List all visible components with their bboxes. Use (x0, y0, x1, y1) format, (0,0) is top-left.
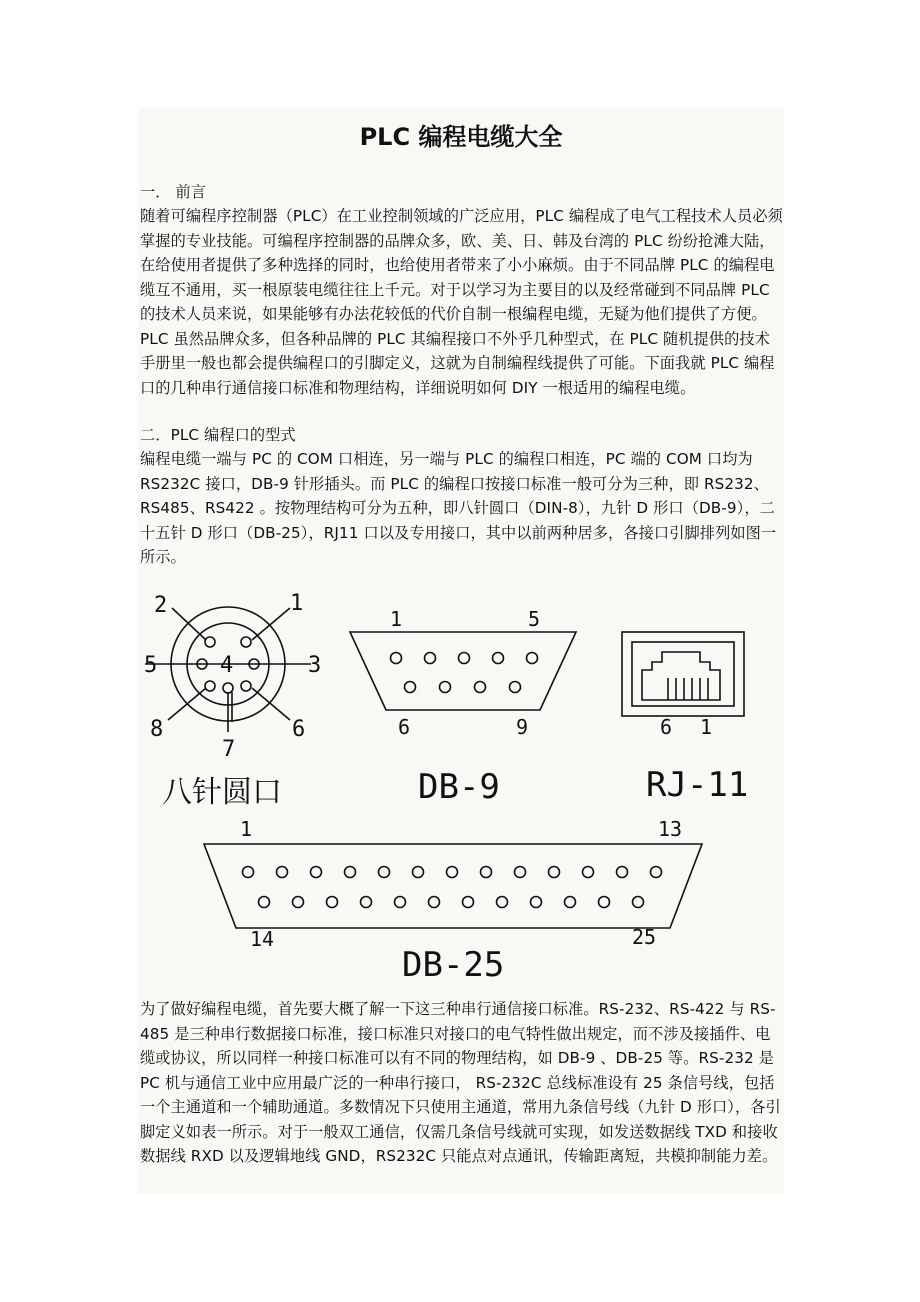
din8-pin (205, 681, 215, 691)
db25-pin (497, 897, 508, 908)
rj11-pin-label-6: 6 (660, 715, 673, 739)
section3-body: 为了做好编程电缆，首先要大概了解一下这三种串行通信接口标准。RS-232、RS-422 与 RS-485 是三种串行数据接口标准，接口标准只对接口的电气特性做出规定，而不涉及接插件、电缆或协议，所以同样一种接口标准可以有不同的物理结构，如 DB-9 、DB-25 等。RS-232 是PC 机与通信工业中应用最广泛的一种串行接口， RS-232C 总线标准设有 25 条信号线，包括一个主通道和一个辅助通道。多数情况下只使用主通道，常用九条信号线（九针 D 形口），各引脚定义如表一所示。对于一般双工通信，仅需几条信号线就可实现，如发送数据线 TXD 和接收数据线 RXD 以及逻辑地线 GND，RS232C 只能点对点通讯，传输距离短，共模抑制能力差。 (140, 1000, 781, 1165)
db25-pin-label-14: 14 (250, 927, 275, 951)
db25-pin (633, 897, 644, 908)
db25-shell (204, 844, 702, 928)
db25-pin (361, 897, 372, 908)
rj11-caption: RJ-11 (646, 765, 749, 805)
din8-pin (223, 683, 233, 693)
db25-pin (311, 867, 322, 878)
db25-pin (395, 897, 406, 908)
connector-pinout-figure (140, 590, 766, 994)
db25-pin (345, 867, 356, 878)
db9-pin (405, 682, 416, 693)
db9-pin-label-6: 6 (398, 715, 411, 739)
db25-pin (293, 897, 304, 908)
din8-connector (144, 591, 321, 810)
din8-pin-label-1: 1 (290, 591, 304, 616)
din8-pin-label-3: 3 (308, 653, 322, 678)
section1-heading: 一． 前言 (140, 183, 207, 201)
db25-pin-label-25: 25 (632, 925, 657, 949)
db25-pin-label-13: 13 (658, 817, 683, 841)
db25-pin (447, 867, 458, 878)
din8-pin (241, 637, 251, 647)
section2-body: 编程电缆一端与 PC 的 COM 口相连，另一端与 PLC 的编程口相连，PC 端的 COM 口均为 RS232C 接口，DB-9 针形插头。而 PLC 的编程口按接口标准一般可分为三种，即 RS232、RS485、RS422 。按物理结构可分为五种，即八针圆口（DIN-8），九针 D 形口（DB-9），二十五针 D 形口（DB-25），RJ11 口以及专用接口，其中以前两种居多，各接口引脚排列如图一所示。 (140, 450, 777, 566)
db25-pin (379, 867, 390, 878)
db9-caption: DB-9 (418, 767, 500, 807)
db9-pin-label-5: 5 (528, 607, 541, 631)
db9-pin (493, 653, 504, 664)
db25-pin (599, 897, 610, 908)
document-title: PLC 编程电缆大全 (359, 123, 563, 151)
rj11-connector (622, 632, 748, 805)
din8-leader-1 (252, 608, 290, 640)
db9-pin (527, 653, 538, 664)
db9-pin (510, 682, 521, 693)
db25-pin (531, 897, 542, 908)
rj11-outer-frame (622, 632, 744, 716)
db25-pin (259, 897, 270, 908)
section2-heading: 二．PLC 编程口的型式 (140, 426, 296, 444)
db25-pin (651, 867, 662, 878)
db9-pin (440, 682, 451, 693)
db25-pin (549, 867, 560, 878)
db25-pin (617, 867, 628, 878)
db9-pin-label-9: 9 (516, 715, 529, 739)
connector-diagram (140, 590, 766, 994)
din8-pin-label-7: 7 (222, 737, 236, 762)
db25-pin (481, 867, 492, 878)
din8-pin (205, 637, 215, 647)
db25-pin (277, 867, 288, 878)
db25-pin (515, 867, 526, 878)
db9-pin (425, 653, 436, 664)
db25-pin (243, 867, 254, 878)
din8-leader-8 (168, 688, 206, 720)
db25-caption: DB-25 (402, 945, 505, 985)
din8-pin-label-2: 2 (154, 593, 168, 618)
db9-pin (459, 653, 470, 664)
db9-pin (475, 682, 486, 693)
db9-pin (391, 653, 402, 664)
din8-pin-label-5: 5 (144, 653, 158, 678)
din8-leader-2 (172, 608, 206, 640)
db25-pins (243, 867, 662, 908)
rj11-contacts (668, 678, 708, 700)
db25-pin (583, 867, 594, 878)
din8-caption: 八针圆口 (162, 775, 282, 810)
db9-pin-label-1: 1 (390, 607, 403, 631)
db9-shell (350, 632, 576, 710)
rj11-pin-label-1: 1 (700, 715, 713, 739)
section1-body: 随着可编程序控制器（PLC）在工业控制领域的广泛应用，PLC 编程成了电气工程技术人员必须掌握的专业技能。可编程序控制器的品牌众多，欧、美、日、韩及台湾的 PLC 纷纷抢滩大陆，在给使用者提供了多种选择的同时，也给使用者带来了小小麻烦。由于不同品牌 PLC 的编程电缆互不通用，买一根原装电缆往往上千元。对于以学习为主要目的以及经常碰到不同品牌 PLC 的技术人员来说，如果能够有办法花较低的代价自制一根编程电缆，无疑为他们提供了方便。PLC 虽然品牌众多，但各种品牌的 PLC 其编程接口不外乎几种型式，在 PLC 随机提供的技术手册里一般也都会提供编程口的引脚定义，这就为自制编程线提供了可能。下面我就 PLC 编程口的几种串行通信接口标准和物理结构，详细说明如何 DIY 一根适用的编程电缆。 (140, 207, 783, 397)
db25-pin (327, 897, 338, 908)
db25-pin (413, 867, 424, 878)
din8-leader-6 (252, 688, 290, 720)
db9-connector (350, 607, 576, 807)
db25-connector (204, 817, 702, 985)
db25-pin (429, 897, 440, 908)
db25-pin (463, 897, 474, 908)
db9-pins (391, 653, 538, 693)
din8-pin-label-6: 6 (292, 717, 306, 742)
din8-pin-label-4: 4 (220, 653, 234, 678)
din8-pin-label-8: 8 (150, 717, 164, 742)
din8-pin (241, 681, 251, 691)
db25-pin-label-1: 1 (240, 817, 253, 841)
db25-pin (565, 897, 576, 908)
